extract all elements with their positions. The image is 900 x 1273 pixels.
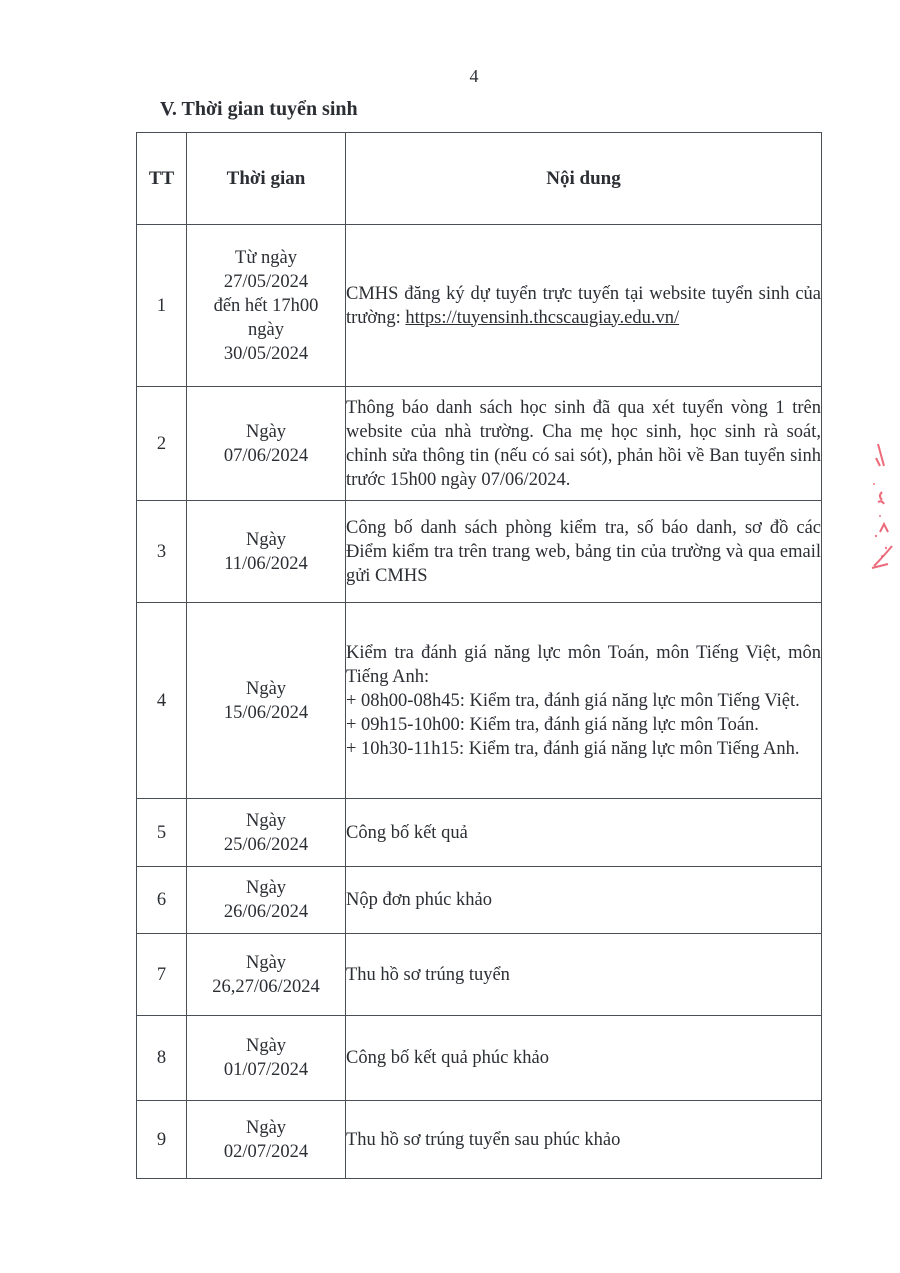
- row-content: Thông báo danh sách học sinh đã qua xét tuyển vòng 1 trên website của nhà trường. Cha mẹ học sinh, học sinh rà soát, chỉnh sửa thông tin (nếu có sai sót), phản hồi về Ban tuyển sinh trước 15h00 ngày 07/06/2024.: [346, 387, 822, 501]
- header-time: Thời gian: [187, 133, 346, 225]
- row-number: 3: [137, 501, 187, 603]
- time-line: Ngày: [245, 529, 287, 550]
- row-time: [187, 934, 346, 1016]
- time-line: Ngày: [245, 421, 287, 442]
- time-line: đến hết 17h00: [213, 295, 319, 316]
- header-content: Nội dung: [346, 133, 822, 225]
- row-content: Nộp đơn phúc khảo: [346, 867, 822, 934]
- row-content: [346, 603, 822, 799]
- time-line: 26,27/06/2024: [212, 976, 320, 997]
- content-line: + 10h30-11h15: Kiểm tra, đánh giá năng lực môn Tiếng Anh.: [346, 738, 800, 759]
- table-row: [137, 225, 822, 387]
- time-line: Ngày: [245, 1117, 287, 1138]
- content-line: Kiểm tra đánh giá năng lực môn Toán, môn Tiếng Việt, môn Tiếng Anh:: [346, 642, 821, 687]
- row-content: Thu hồ sơ trúng tuyển: [346, 934, 822, 1016]
- table-row: [137, 934, 822, 1016]
- admission-schedule-table: [136, 132, 822, 1179]
- row-content: Công bố kết quả phúc khảo: [346, 1016, 822, 1101]
- content-text: CMHS đăng ký dự tuyển trực tuyến tại website tuyển sinh của trường:: [346, 283, 821, 328]
- table-row: [137, 867, 822, 934]
- table-row: [137, 501, 822, 603]
- row-time: [187, 1101, 346, 1179]
- header-tt: TT: [137, 133, 187, 225]
- time-line: ngày: [248, 319, 284, 340]
- row-number: 5: [137, 799, 187, 867]
- time-line: 11/06/2024: [224, 553, 308, 574]
- time-line: 27/05/2024: [223, 271, 309, 292]
- row-time: [187, 603, 346, 799]
- time-line: 15/06/2024: [223, 702, 309, 723]
- time-line: Từ ngày: [235, 247, 297, 268]
- time-line: 02/07/2024: [223, 1141, 309, 1162]
- time-line: 07/06/2024: [223, 445, 309, 466]
- time-line: Ngày: [245, 878, 287, 898]
- row-time: [187, 867, 346, 934]
- row-number: 6: [137, 867, 187, 934]
- table-row: [137, 1016, 822, 1101]
- section-title: V. Thời gian tuyển sinh: [160, 98, 358, 120]
- time-line: 25/06/2024: [223, 834, 309, 855]
- time-line: 26/06/2024: [223, 902, 309, 922]
- row-time: [187, 225, 346, 387]
- time-line: 30/05/2024: [223, 343, 309, 364]
- page-number: 4: [469, 66, 479, 86]
- time-line: Ngày: [245, 678, 287, 699]
- red-seal-stamp-fragment: [866, 436, 896, 576]
- table-row: [137, 799, 822, 867]
- row-number: 1: [137, 225, 187, 387]
- row-content: [346, 225, 822, 387]
- time-line: Ngày: [245, 952, 287, 973]
- row-number: 7: [137, 934, 187, 1016]
- row-number: 4: [137, 603, 187, 799]
- table-row: [137, 603, 822, 799]
- time-line: Ngày: [245, 810, 287, 831]
- row-content: Công bố kết quả: [346, 799, 822, 867]
- content-line: + 08h00-08h45: Kiểm tra, đánh giá năng lực môn Tiếng Việt.: [346, 690, 800, 711]
- table-row: [137, 387, 822, 501]
- time-line: Ngày: [245, 1036, 287, 1056]
- row-time: [187, 799, 346, 867]
- row-number: 8: [137, 1016, 187, 1101]
- row-time: [187, 1016, 346, 1101]
- content-line: + 09h15-10h00: Kiểm tra, đánh giá năng lực môn Toán.: [346, 714, 759, 735]
- row-content: Công bố danh sách phòng kiểm tra, số báo danh, sơ đồ các Điểm kiểm tra trên trang web, bảng tin của trường và qua email gửi CMHS: [346, 501, 822, 603]
- row-time: [187, 501, 346, 603]
- row-time: [187, 387, 346, 501]
- time-line: 01/07/2024: [223, 1060, 309, 1080]
- row-number: 9: [137, 1101, 187, 1179]
- table-row: [137, 1101, 822, 1179]
- row-number: 2: [137, 387, 187, 501]
- row-content: Thu hồ sơ trúng tuyển sau phúc khảo: [346, 1101, 822, 1179]
- registration-website-link[interactable]: https://tuyensinh.thcscaugiay.edu.vn/: [405, 307, 680, 328]
- table-header-row: [137, 133, 822, 225]
